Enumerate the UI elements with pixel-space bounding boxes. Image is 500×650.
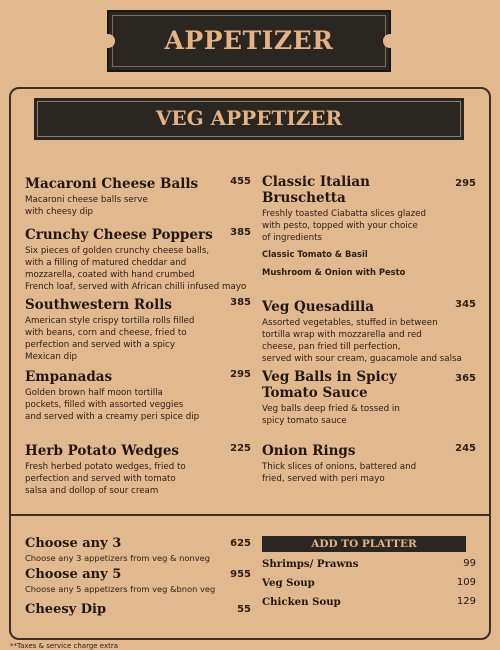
- item-description: Macaroni cheese balls serve with cheesy dip: [25, 195, 148, 217]
- menu-item: [25, 176, 251, 218]
- item-name: Herb Potato Wedges: [25, 443, 180, 459]
- platter-item-price: 129: [456, 596, 476, 607]
- platter-item-price: 109: [456, 577, 476, 588]
- combo-item: [25, 602, 251, 618]
- menu-item: [25, 443, 251, 497]
- menu-item: [262, 443, 476, 485]
- item-name: Crunchy Cheese Poppers: [25, 227, 213, 243]
- combo-price: 955: [230, 569, 251, 580]
- combo-item: [25, 567, 251, 595]
- item-description: Freshly toasted Ciabatta slices glazed with pesto, topped with your choice of ingredients: [262, 209, 427, 243]
- combo-description: Choose any 3 appetizers from veg & nonveg: [25, 553, 211, 563]
- item-price: 225: [230, 443, 251, 454]
- item-price: 455: [230, 176, 251, 187]
- item-price: 345: [455, 299, 476, 310]
- combo-name: Choose any 5: [25, 567, 122, 582]
- item-name: Veg Quesadilla: [262, 299, 375, 315]
- platter-item-name: Veg Soup: [262, 577, 315, 589]
- item-name: Southwestern Rolls: [25, 297, 172, 313]
- item-price: 245: [455, 443, 476, 454]
- platter-item: [262, 558, 476, 570]
- item-price: 295: [230, 369, 251, 380]
- combo-name: Choose any 3: [25, 536, 122, 551]
- platter-item: [262, 577, 476, 589]
- item-description: Golden brown half moon tortilla pockets, filled with assorted veggies and served with a creamy peri spice dip: [25, 388, 200, 422]
- item-description: Six pieces of golden crunchy cheese balls, with a filling of matured cheddar and mozzarella, coated with hand crumbed French loaf, served with African chilli infused mayo: [25, 246, 247, 292]
- menu-item: [25, 297, 251, 363]
- menu-item: [262, 174, 476, 278]
- taxes-footnote: **Taxes & service charge extra: [10, 642, 119, 650]
- item-price: 385: [230, 227, 251, 238]
- veg-appetizer-banner: [34, 98, 464, 140]
- combo-description: Choose any 5 appetizers from veg &bnon veg: [25, 584, 216, 594]
- item-description: Thick slices of onions, battered and fried, served with peri mayo: [262, 462, 417, 484]
- item-price: 295: [455, 178, 476, 189]
- item-name: Macaroni Cheese Balls: [25, 176, 199, 192]
- menu-item: [25, 369, 251, 423]
- combo-item: [25, 536, 251, 564]
- item-description: Assorted vegetables, stuffed in between tortilla wrap with mozzarella and red cheese, pan fried till perfection, served with sour cream, guacamole and salsa: [262, 318, 462, 364]
- item-price: 385: [230, 297, 251, 308]
- item-name: Empanadas: [25, 369, 113, 385]
- item-name: Onion Rings: [262, 443, 356, 459]
- add-to-platter-banner: [262, 536, 466, 552]
- platter-item-price: 99: [463, 558, 476, 569]
- item-option: Classic Tomato & Basil: [262, 249, 368, 259]
- section-divider: [9, 514, 491, 516]
- item-description: Veg balls deep fried & tossed in spicy tomato sauce: [262, 404, 400, 426]
- combo-name: Cheesy Dip: [25, 602, 107, 617]
- combo-price: 625: [230, 538, 251, 549]
- item-name: Classic Italian Bruschetta: [262, 174, 370, 206]
- section-title: VEG APPETIZER: [155, 106, 343, 130]
- platter-item: [262, 596, 476, 608]
- menu-item: [262, 369, 476, 427]
- item-price: 365: [455, 373, 476, 384]
- item-description: Fresh herbed potato wedges, fried to perfection and served with tomato salsa and dollop of sour cream: [25, 462, 186, 496]
- menu-item: [25, 227, 251, 293]
- add-to-platter-title: ADD TO PLATTER: [311, 538, 417, 550]
- page-title: APPETIZER: [164, 26, 334, 55]
- appetizer-banner: [107, 10, 391, 72]
- platter-item-name: Chicken Soup: [262, 596, 341, 608]
- item-option: Mushroom & Onion with Pesto: [262, 267, 406, 277]
- platter-item-name: Shrimps/ Prawns: [262, 558, 359, 570]
- item-name: Veg Balls in Spicy Tomato Sauce: [262, 369, 397, 401]
- combo-price: 55: [237, 604, 251, 615]
- menu-item: [262, 299, 476, 365]
- item-description: American style crispy tortilla rolls filled with beans, corn and cheese, fried to perfection and served with a spicy Mexican dip: [25, 316, 195, 362]
